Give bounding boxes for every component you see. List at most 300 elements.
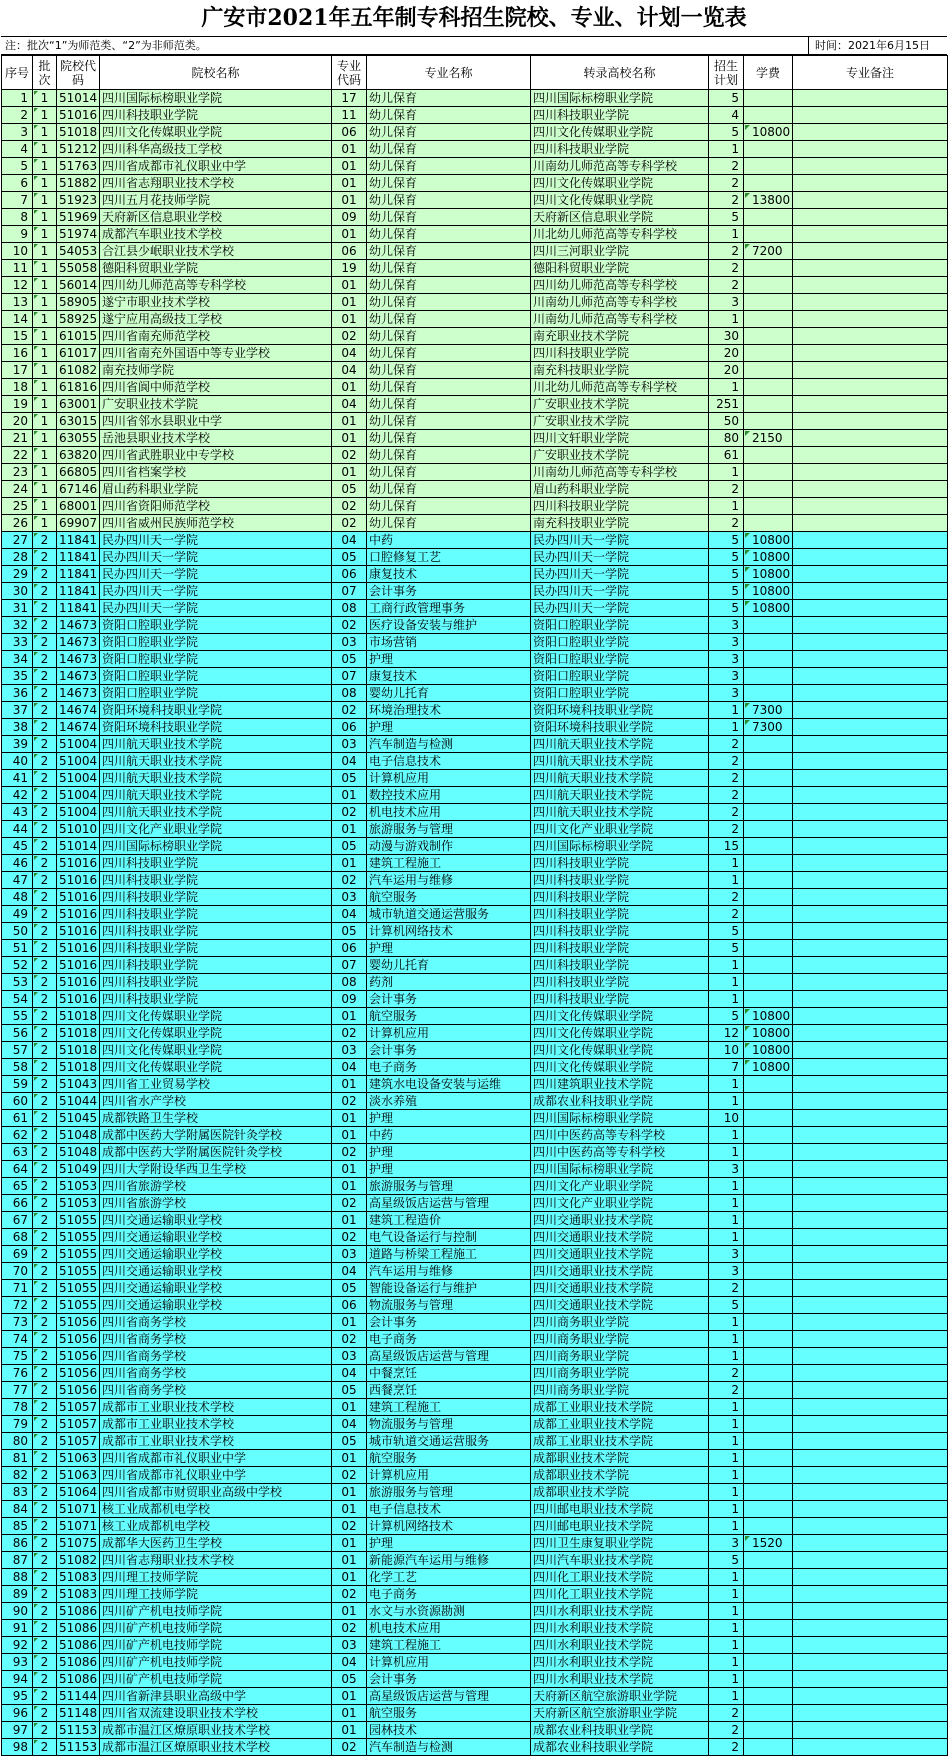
table-cell: 2 xyxy=(33,1416,57,1433)
table-cell xyxy=(793,413,948,430)
table-cell xyxy=(793,277,948,294)
table-cell: 广安职业技术学院 xyxy=(531,447,709,464)
table-cell xyxy=(744,1144,793,1161)
table-cell xyxy=(793,158,948,175)
table-cell: 01 xyxy=(332,855,367,872)
table-cell: 资阳口腔职业学院 xyxy=(531,668,709,685)
table-row xyxy=(2,1433,948,1450)
table-cell xyxy=(744,1076,793,1093)
table-cell: 1 xyxy=(709,1331,744,1348)
table-cell: 05 xyxy=(332,651,367,668)
table-cell: 1 xyxy=(33,379,57,396)
table-cell xyxy=(793,1212,948,1229)
table-row xyxy=(2,583,948,600)
table-cell: 22 xyxy=(2,447,33,464)
table-cell: 11 xyxy=(2,260,33,277)
table-cell: 76 xyxy=(2,1365,33,1382)
table-cell: 1 xyxy=(709,1229,744,1246)
table-cell: 51016 xyxy=(57,957,100,974)
table-cell: 幼儿保育 xyxy=(367,175,531,192)
table-cell: 2 xyxy=(33,1161,57,1178)
table-cell: 2 xyxy=(709,889,744,906)
table-cell xyxy=(793,1178,948,1195)
table-cell: 67 xyxy=(2,1212,33,1229)
table-cell: 护理 xyxy=(367,1110,531,1127)
table-cell xyxy=(744,1348,793,1365)
table-cell: 四川省武胜职业中专学校 xyxy=(100,447,332,464)
table-cell: 成都农业科技职业学院 xyxy=(531,1722,709,1739)
table-cell: 2 xyxy=(33,1671,57,1688)
table-cell: 汽车制造与检测 xyxy=(367,1739,531,1756)
table-cell: 广安职业技术学院 xyxy=(531,396,709,413)
table-cell: 74 xyxy=(2,1331,33,1348)
table-cell: 2 xyxy=(709,175,744,192)
table-cell: 四川省商务学校 xyxy=(100,1348,332,1365)
table-cell: 86 xyxy=(2,1535,33,1552)
table-cell: 51212 xyxy=(57,141,100,158)
table-cell: 幼儿保育 xyxy=(367,413,531,430)
table-cell xyxy=(744,277,793,294)
table-cell xyxy=(793,362,948,379)
table-cell: 14674 xyxy=(57,719,100,736)
table-cell: 市场营销 xyxy=(367,634,531,651)
table-cell: 11 xyxy=(332,107,367,124)
table-cell: 88 xyxy=(2,1569,33,1586)
table-cell: 51148 xyxy=(57,1705,100,1722)
table-cell xyxy=(744,209,793,226)
table-row xyxy=(2,481,948,498)
table-cell: 四川科技职业学院 xyxy=(531,498,709,515)
table-cell xyxy=(744,1093,793,1110)
table-cell: 4 xyxy=(709,107,744,124)
table-cell: 四川省南充师范学校 xyxy=(100,328,332,345)
table-cell: 80 xyxy=(2,1433,33,1450)
table-cell: 30 xyxy=(709,328,744,345)
header-row xyxy=(2,56,948,90)
table-cell: 51018 xyxy=(57,124,100,141)
table-cell xyxy=(744,413,793,430)
table-cell: 51086 xyxy=(57,1654,100,1671)
table-cell: 1 xyxy=(709,1620,744,1637)
table-cell: 四川建筑职业技术学院 xyxy=(531,1076,709,1093)
table-cell: 01 xyxy=(332,1008,367,1025)
table-cell xyxy=(744,668,793,685)
table-cell: 51016 xyxy=(57,872,100,889)
table-cell: 2 xyxy=(33,1178,57,1195)
table-cell: 眉山药科职业学院 xyxy=(531,481,709,498)
table-cell: 2 xyxy=(33,821,57,838)
table-cell: 7300 xyxy=(744,719,793,736)
table-cell: 电子信息技术 xyxy=(367,753,531,770)
table-cell: 护理 xyxy=(367,651,531,668)
table-cell: 07 xyxy=(332,668,367,685)
table-row xyxy=(2,1365,948,1382)
table-cell: 1 xyxy=(709,1484,744,1501)
table-cell: 成都市工业职业技术学校 xyxy=(100,1416,332,1433)
table-cell: 51016 xyxy=(57,974,100,991)
table-cell: 1 xyxy=(709,1603,744,1620)
table-cell: 1 xyxy=(33,498,57,515)
table-cell: 幼儿保育 xyxy=(367,90,531,107)
table-cell xyxy=(744,1280,793,1297)
table-cell: 68 xyxy=(2,1229,33,1246)
table-cell: 61015 xyxy=(57,328,100,345)
table-cell: 03 xyxy=(332,889,367,906)
table-cell: 51018 xyxy=(57,1008,100,1025)
table-cell: 2 xyxy=(33,719,57,736)
table-cell: 中药 xyxy=(367,532,531,549)
table-cell xyxy=(793,838,948,855)
table-cell: 51045 xyxy=(57,1110,100,1127)
table-cell: 01 xyxy=(332,192,367,209)
table-cell: 2 xyxy=(33,957,57,974)
table-cell: 10800 xyxy=(744,1042,793,1059)
table-cell: 61 xyxy=(2,1110,33,1127)
table-cell: 02 xyxy=(332,872,367,889)
table-cell: 2 xyxy=(33,1620,57,1637)
table-row xyxy=(2,1246,948,1263)
table-cell: 01 xyxy=(332,175,367,192)
table-cell: 51071 xyxy=(57,1518,100,1535)
table-cell: 2 xyxy=(33,668,57,685)
table-cell: 3 xyxy=(709,617,744,634)
table-cell: 工商行政管理事务 xyxy=(367,600,531,617)
table-cell xyxy=(744,787,793,804)
table-cell: 四川科技职业学院 xyxy=(100,940,332,957)
table-cell: 02 xyxy=(332,804,367,821)
table-cell: 幼儿保育 xyxy=(367,447,531,464)
table-cell: 04 xyxy=(332,753,367,770)
table-cell: 19 xyxy=(332,260,367,277)
table-cell: 61816 xyxy=(57,379,100,396)
table-cell xyxy=(793,1161,948,1178)
table-cell: 2 xyxy=(709,277,744,294)
table-cell: 四川科技职业学院 xyxy=(531,940,709,957)
table-cell: 96 xyxy=(2,1705,33,1722)
table-cell: 01 xyxy=(332,1688,367,1705)
table-row xyxy=(2,940,948,957)
table-cell: 园林技术 xyxy=(367,1722,531,1739)
table-cell: 14673 xyxy=(57,651,100,668)
table-cell xyxy=(793,872,948,889)
table-cell: 资阳环境科技职业学院 xyxy=(100,719,332,736)
table-cell: 1 xyxy=(709,1637,744,1654)
table-cell: 51057 xyxy=(57,1433,100,1450)
table-cell: 2 xyxy=(33,702,57,719)
table-cell: 51055 xyxy=(57,1263,100,1280)
table-cell: 川南幼儿师范高等专科学校 xyxy=(531,158,709,175)
table-cell xyxy=(793,1280,948,1297)
table-cell xyxy=(744,821,793,838)
table-cell: 84 xyxy=(2,1501,33,1518)
table-cell xyxy=(793,1552,948,1569)
table-cell: 2 xyxy=(709,192,744,209)
table-cell: 10800 xyxy=(744,1025,793,1042)
table-cell xyxy=(793,430,948,447)
table-cell: 成都工业职业技术学院 xyxy=(531,1433,709,1450)
table-cell xyxy=(744,90,793,107)
table-cell: 四川省旅游学校 xyxy=(100,1195,332,1212)
table-cell: 3 xyxy=(709,651,744,668)
table-cell: 中药 xyxy=(367,1127,531,1144)
table-cell: 四川化工职业技术学院 xyxy=(531,1569,709,1586)
table-cell: 航空服务 xyxy=(367,1450,531,1467)
table-cell xyxy=(793,328,948,345)
table-cell: 四川科华高级技工学校 xyxy=(100,141,332,158)
table-cell: 8 xyxy=(2,209,33,226)
table-cell: 79 xyxy=(2,1416,33,1433)
table-cell xyxy=(793,1722,948,1739)
table-cell: 02 xyxy=(332,498,367,515)
table-cell: 成都工业职业技术学院 xyxy=(531,1416,709,1433)
table-cell: 02 xyxy=(332,1518,367,1535)
table-cell: 电气设备运行与控制 xyxy=(367,1229,531,1246)
table-cell: 幼儿保育 xyxy=(367,345,531,362)
table-cell: 06 xyxy=(332,566,367,583)
table-cell: 幼儿保育 xyxy=(367,328,531,345)
table-cell xyxy=(793,1416,948,1433)
table-cell: 1 xyxy=(33,260,57,277)
table-cell: 51044 xyxy=(57,1093,100,1110)
table-cell: 51056 xyxy=(57,1348,100,1365)
table-cell: 淡水养殖 xyxy=(367,1093,531,1110)
table-cell: 2 xyxy=(33,1450,57,1467)
table-cell: 四川省商务学校 xyxy=(100,1314,332,1331)
table-cell: 建筑工程施工 xyxy=(367,1399,531,1416)
table-cell: 10800 xyxy=(744,583,793,600)
table-cell: 康复技术 xyxy=(367,668,531,685)
table-cell xyxy=(793,1059,948,1076)
table-cell xyxy=(793,668,948,685)
table-cell: 遂宁应用高级技工学校 xyxy=(100,311,332,328)
table-cell: 14674 xyxy=(57,702,100,719)
table-cell: 43 xyxy=(2,804,33,821)
table-cell: 64 xyxy=(2,1161,33,1178)
table-cell: 2 xyxy=(33,1552,57,1569)
table-cell: 01 xyxy=(332,1399,367,1416)
table-cell: 德阳科贸职业学院 xyxy=(531,260,709,277)
table-row xyxy=(2,226,948,243)
table-row xyxy=(2,345,948,362)
table-cell: 65 xyxy=(2,1178,33,1195)
table-cell xyxy=(744,1297,793,1314)
table-cell: 南充科技职业学院 xyxy=(531,362,709,379)
table-cell: 51004 xyxy=(57,736,100,753)
table-cell: 广安职业技术学院 xyxy=(100,396,332,413)
table-row xyxy=(2,413,948,430)
table-cell: 51056 xyxy=(57,1365,100,1382)
table-cell xyxy=(793,226,948,243)
table-cell: 民办四川天一学院 xyxy=(100,549,332,566)
table-row xyxy=(2,1297,948,1314)
table-cell: 51056 xyxy=(57,1314,100,1331)
table-cell: 01 xyxy=(332,1603,367,1620)
table-cell: 02 xyxy=(332,1739,367,1756)
table-cell: 四川交通运输职业学校 xyxy=(100,1229,332,1246)
table-cell: 01 xyxy=(332,1450,367,1467)
table-cell: 18 xyxy=(2,379,33,396)
table-row xyxy=(2,549,948,566)
table-cell: 44 xyxy=(2,821,33,838)
table-cell: 四川文化产业职业学院 xyxy=(531,1178,709,1195)
page-title: 广安市2021年五年制专科招生院校、专业、计划一览表 xyxy=(1,0,947,37)
table-cell: 02 xyxy=(332,1331,367,1348)
table-cell: 2 xyxy=(709,243,744,260)
table-cell: 51056 xyxy=(57,1382,100,1399)
table-cell: 01 xyxy=(332,379,367,396)
table-cell: 2 xyxy=(33,1518,57,1535)
table-row xyxy=(2,719,948,736)
table-cell: 04 xyxy=(332,362,367,379)
table-cell: 51004 xyxy=(57,753,100,770)
table-cell: 20 xyxy=(709,362,744,379)
table-cell: 四川省资阳师范学校 xyxy=(100,498,332,515)
table-cell xyxy=(793,1348,948,1365)
table-cell: 2 xyxy=(709,1739,744,1756)
table-cell xyxy=(744,991,793,1008)
table-cell: 机电技术应用 xyxy=(367,804,531,821)
table-cell: 51018 xyxy=(57,1025,100,1042)
table-cell: 2 xyxy=(33,1739,57,1756)
table-cell: 2 xyxy=(33,1280,57,1297)
table-cell: 55058 xyxy=(57,260,100,277)
table-cell: 2 xyxy=(709,1280,744,1297)
table-cell: 51923 xyxy=(57,192,100,209)
table-cell: 63055 xyxy=(57,430,100,447)
table-cell: 7300 xyxy=(744,702,793,719)
table-cell: 智能设备运行与维护 xyxy=(367,1280,531,1297)
table-cell: 民办四川天一学院 xyxy=(531,600,709,617)
table-cell: 四川中医药高等专科学校 xyxy=(531,1144,709,1161)
table-cell: 03 xyxy=(332,1348,367,1365)
table-cell xyxy=(793,243,948,260)
table-row xyxy=(2,1144,948,1161)
table-row xyxy=(2,1399,948,1416)
table-cell: 2 xyxy=(33,1212,57,1229)
header-cell: 专业代码 xyxy=(332,56,367,90)
table-cell: 51086 xyxy=(57,1620,100,1637)
table-cell: 护理 xyxy=(367,1161,531,1178)
table-cell: 2 xyxy=(33,1484,57,1501)
table-cell: 1 xyxy=(709,1688,744,1705)
table-cell: 1 xyxy=(33,141,57,158)
table-cell xyxy=(744,1365,793,1382)
table-cell: 51053 xyxy=(57,1178,100,1195)
table-cell xyxy=(744,362,793,379)
table-cell: 02 xyxy=(332,617,367,634)
table-cell: 资阳口腔职业学院 xyxy=(531,634,709,651)
table-cell: 幼儿保育 xyxy=(367,209,531,226)
table-cell: 水文与水资源勘测 xyxy=(367,1603,531,1620)
table-cell: 67146 xyxy=(57,481,100,498)
table-cell: 2 xyxy=(709,804,744,821)
table-cell: 四川交通职业技术学院 xyxy=(531,1297,709,1314)
table-cell: 核工业成都机电学校 xyxy=(100,1518,332,1535)
table-cell: 1 xyxy=(33,345,57,362)
table-cell: 旅游服务与管理 xyxy=(367,1178,531,1195)
table-cell: 成都铁路卫生学校 xyxy=(100,1110,332,1127)
table-cell: 62 xyxy=(2,1127,33,1144)
table-cell xyxy=(793,1671,948,1688)
table-cell: 2 xyxy=(33,1722,57,1739)
table-cell: 四川科技职业学院 xyxy=(100,957,332,974)
table-cell: 01 xyxy=(332,311,367,328)
table-cell: 四川交通运输职业学校 xyxy=(100,1246,332,1263)
table-cell: 四川文化传媒职业学院 xyxy=(531,1025,709,1042)
table-row xyxy=(2,158,948,175)
table-cell: 2 xyxy=(33,1501,57,1518)
table-cell: 四川省志翔职业技术学校 xyxy=(100,1552,332,1569)
table-cell: 护理 xyxy=(367,940,531,957)
table-cell: 02 xyxy=(332,1586,367,1603)
table-cell: 天府新区信息职业学院 xyxy=(531,209,709,226)
table-cell xyxy=(793,889,948,906)
table-cell: 32 xyxy=(2,617,33,634)
table-cell: 59 xyxy=(2,1076,33,1093)
table-cell xyxy=(744,260,793,277)
table-cell: 四川科技职业学院 xyxy=(531,923,709,940)
table-row xyxy=(2,1348,948,1365)
table-cell: 2 xyxy=(33,1008,57,1025)
table-cell: 20 xyxy=(709,345,744,362)
table-cell: 四川科技职业学院 xyxy=(100,107,332,124)
table-row xyxy=(2,1025,948,1042)
table-cell: 成都市温江区燎原职业技术学校 xyxy=(100,1722,332,1739)
table-cell: 四川科技职业学院 xyxy=(531,345,709,362)
table-cell: 1 xyxy=(33,430,57,447)
table-row xyxy=(2,821,948,838)
header-cell: 招生计划 xyxy=(709,56,744,90)
table-cell: 09 xyxy=(332,991,367,1008)
table-row xyxy=(2,1552,948,1569)
table-cell: 四川卫生康复职业学院 xyxy=(531,1535,709,1552)
table-cell: 四川交通职业技术学院 xyxy=(531,1263,709,1280)
table-row xyxy=(2,1654,948,1671)
table-cell: 01 xyxy=(332,1110,367,1127)
table-cell: 1 xyxy=(33,124,57,141)
table-cell xyxy=(744,1331,793,1348)
table-cell: 63001 xyxy=(57,396,100,413)
table-cell: 6 xyxy=(2,175,33,192)
table-row xyxy=(2,379,948,396)
table-cell: 1520 xyxy=(744,1535,793,1552)
table-cell xyxy=(744,141,793,158)
table-cell: 四川国际标榜职业学院 xyxy=(100,90,332,107)
table-cell: 1 xyxy=(709,702,744,719)
table-cell: 航空服务 xyxy=(367,1705,531,1722)
table-cell: 四川省南充外国语中等专业学校 xyxy=(100,345,332,362)
table-cell: 四川国际标榜职业学院 xyxy=(531,838,709,855)
table-cell: 1 xyxy=(709,1314,744,1331)
table-cell: 建筑工程施工 xyxy=(367,855,531,872)
table-cell: 资阳口腔职业学院 xyxy=(531,685,709,702)
table-row xyxy=(2,1535,948,1552)
table-cell: 2 xyxy=(33,651,57,668)
table-cell: 5 xyxy=(709,532,744,549)
table-cell: 动漫与游戏制作 xyxy=(367,838,531,855)
table-cell: 7 xyxy=(709,1059,744,1076)
table-cell: 51083 xyxy=(57,1586,100,1603)
table-cell xyxy=(793,1467,948,1484)
table-cell xyxy=(744,175,793,192)
table-cell: 3 xyxy=(709,685,744,702)
table-cell xyxy=(793,498,948,515)
table-cell: 四川省水产学校 xyxy=(100,1093,332,1110)
table-cell: 1 xyxy=(33,362,57,379)
table-cell: 四川矿产机电技师学院 xyxy=(100,1654,332,1671)
table-cell xyxy=(793,396,948,413)
table-cell: 2 xyxy=(33,1229,57,1246)
